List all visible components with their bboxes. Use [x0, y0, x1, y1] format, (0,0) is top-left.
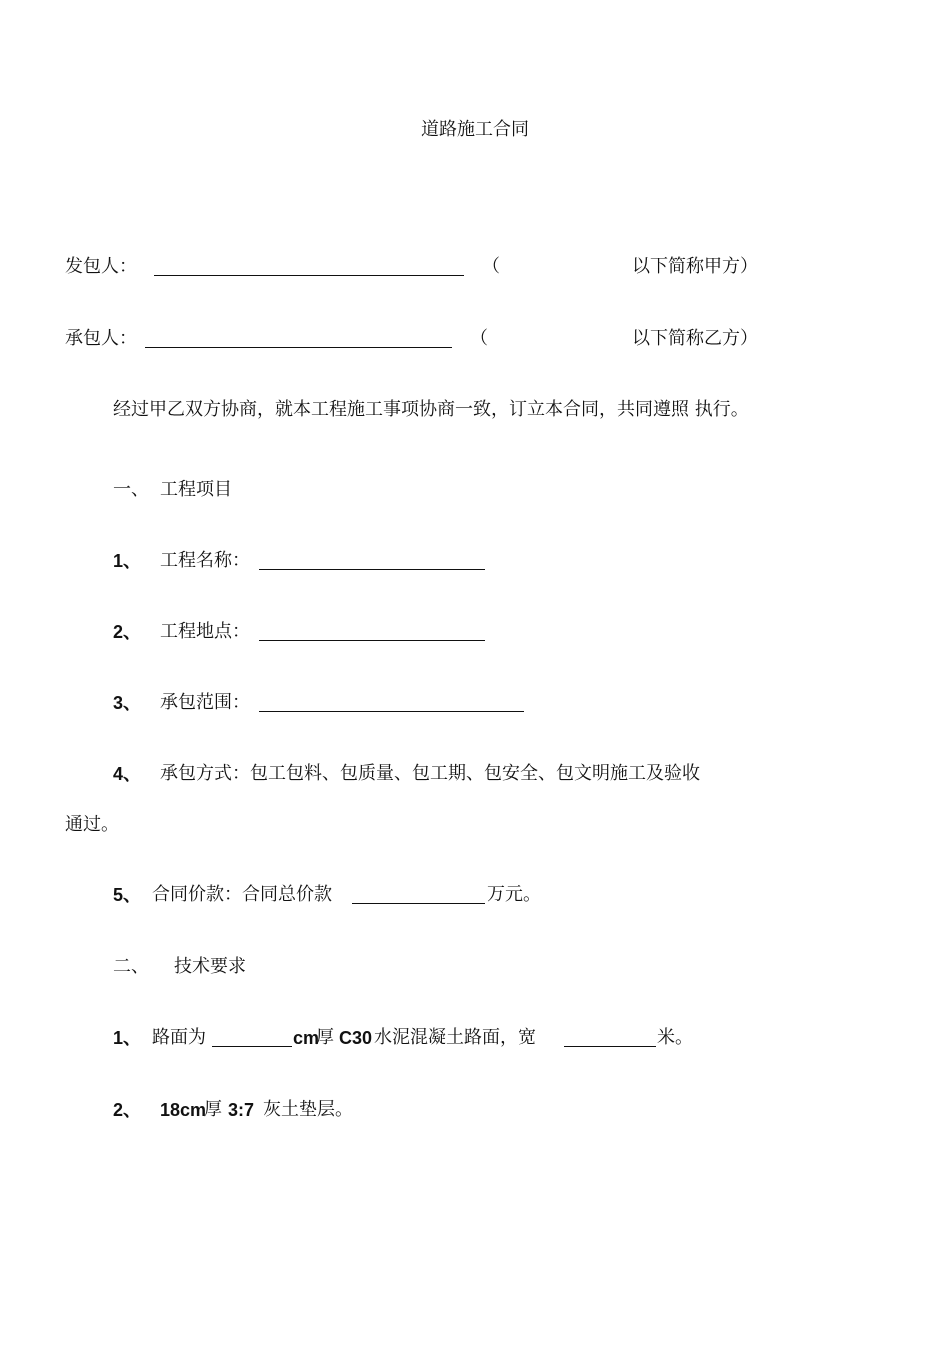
project-name-field[interactable]	[259, 551, 485, 570]
tech-item1-prefix: 路面为	[152, 1027, 206, 1048]
item3-label: 承包范围：	[160, 692, 250, 713]
page-title: 道路施工合同	[421, 119, 529, 140]
item2-label: 工程地点：	[160, 621, 250, 642]
item1-num: 1、	[113, 551, 142, 571]
tech-item1-suffix: 水泥混凝土路面，宽	[374, 1027, 536, 1048]
tech-item1-grade: C30	[339, 1028, 373, 1048]
item4-text-line2: 通过。	[65, 814, 119, 835]
employer-note: 以下简称甲方）	[632, 256, 758, 277]
contract-scope-field[interactable]	[259, 693, 524, 712]
tech-item1-num: 1、	[113, 1028, 142, 1048]
item4-text-line1: 承包方式：包工包料、包质量、包工期、包安全、包文明施工及验收	[160, 763, 700, 784]
employer-name-field[interactable]	[154, 257, 464, 276]
intro-paragraph: 经过甲乙双方协商，就本工程施工事项协商一致，订立本合同，共同遵照 执行。	[113, 399, 749, 420]
tech-item2-ratio: 3:7	[228, 1100, 255, 1120]
contractor-label: 承包人：	[65, 328, 137, 349]
item4-num: 4、	[113, 764, 142, 784]
item2-num: 2、	[113, 622, 142, 642]
tech-item1-middle: 厚	[316, 1027, 334, 1048]
item5-unit: 万元。	[487, 884, 541, 905]
project-location-field[interactable]	[259, 622, 485, 641]
tech-item2-suffix: 灰土垫层。	[263, 1099, 353, 1120]
employer-row	[65, 255, 137, 279]
contractor-note: 以下简称乙方）	[632, 328, 758, 349]
item5-label: 合同价款：合同总价款	[152, 884, 332, 905]
contractor-row	[65, 327, 137, 351]
tech-item1-end: 米。	[657, 1027, 693, 1048]
tech-item1-unit: cm	[293, 1028, 320, 1048]
section1-heading: 工程项目	[160, 479, 232, 500]
item5-num: 5、	[113, 885, 142, 905]
pavement-thickness-field[interactable]	[212, 1028, 292, 1047]
contractor-paren-open: （	[470, 328, 488, 349]
section2-heading: 技术要求	[174, 956, 246, 977]
pavement-width-field[interactable]	[564, 1028, 656, 1047]
item1-label: 工程名称：	[160, 550, 250, 571]
contractor-name-field[interactable]	[145, 329, 452, 348]
section2-heading-num: 二、	[113, 956, 149, 977]
tech-item2-thickness: 18cm	[160, 1100, 207, 1120]
item3-num: 3、	[113, 693, 142, 713]
section1-heading-num: 一、	[113, 479, 149, 500]
contract-price-field[interactable]	[352, 885, 485, 904]
employer-label: 发包人：	[65, 256, 137, 277]
tech-item2-middle: 厚	[204, 1099, 222, 1120]
employer-paren-open: （	[482, 256, 500, 277]
tech-item2-num: 2、	[113, 1100, 142, 1120]
